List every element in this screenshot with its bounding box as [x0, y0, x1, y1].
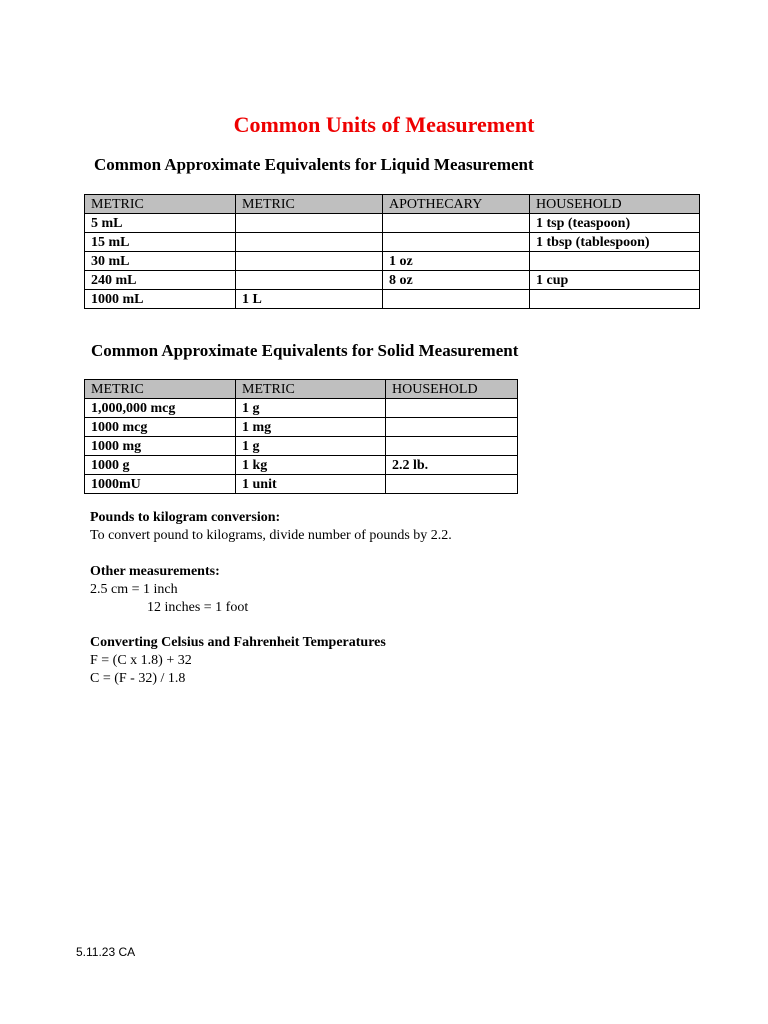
table-cell: 30 mL — [85, 252, 236, 271]
table-cell — [386, 418, 518, 437]
table-cell: 1 tsp (teaspoon) — [530, 214, 700, 233]
table-cell: 1,000,000 mcg — [85, 399, 236, 418]
table-cell: 1000 mg — [85, 437, 236, 456]
table-cell: 1 L — [236, 290, 383, 309]
table-cell — [236, 214, 383, 233]
column-header: APOTHECARY — [383, 195, 530, 214]
table-row — [85, 399, 518, 418]
liquid-heading: Common Approximate Equivalents for Liquid Measurement — [94, 155, 534, 174]
column-header: METRIC — [85, 195, 236, 214]
inch-foot-text: 12 inches = 1 foot — [147, 600, 249, 615]
table-cell: 1 kg — [236, 456, 386, 475]
table-cell: 1 cup — [530, 271, 700, 290]
table-cell — [383, 290, 530, 309]
temperature-section — [90, 634, 386, 688]
table-cell: 1000 mL — [85, 290, 236, 309]
solid-heading: Common Approximate Equivalents for Solid Measurement — [91, 341, 519, 360]
table-cell — [386, 399, 518, 418]
table-cell: 1 tbsp (tablespoon) — [530, 233, 700, 252]
table-cell — [530, 290, 700, 309]
table-cell: 240 mL — [85, 271, 236, 290]
table-cell: 1 g — [236, 399, 386, 418]
cm-inch-text: 2.5 cm = 1 inch — [90, 582, 178, 597]
table-cell: 1 unit — [236, 475, 386, 494]
table-cell — [386, 475, 518, 494]
column-header: HOUSEHOLD — [386, 380, 518, 399]
page-title: Common Units of Measurement — [233, 112, 535, 137]
other-measurements-label: Other measurements: — [90, 564, 220, 579]
table-cell: 15 mL — [85, 233, 236, 252]
solid-table — [84, 379, 518, 494]
column-header: HOUSEHOLD — [530, 195, 700, 214]
table-cell — [236, 252, 383, 271]
temperature-label: Converting Celsius and Fahrenheit Temperatures — [90, 635, 386, 650]
pounds-label: Pounds to kilogram conversion: — [90, 510, 281, 525]
fahrenheit-formula: F = (C x 1.8) + 32 — [90, 653, 192, 668]
table-header-row — [85, 380, 518, 399]
table-row — [85, 214, 700, 233]
table-header-row — [85, 195, 700, 214]
table-cell — [383, 233, 530, 252]
table-row — [85, 233, 700, 252]
table-cell: 2.2 lb. — [386, 456, 518, 475]
liquid-table — [84, 194, 700, 309]
other-measurements-section — [90, 563, 248, 617]
table-row — [85, 437, 518, 456]
table-row — [85, 475, 518, 494]
table-row — [85, 418, 518, 437]
table-cell: 1 mg — [236, 418, 386, 437]
table-row — [85, 456, 518, 475]
table-cell — [236, 233, 383, 252]
table-row — [85, 252, 700, 271]
column-header: METRIC — [236, 195, 383, 214]
table-row — [85, 271, 700, 290]
pounds-section — [90, 509, 452, 545]
table-cell: 1000 mcg — [85, 418, 236, 437]
table-cell: 5 mL — [85, 214, 236, 233]
footer-date: 5.11.23 CA — [76, 945, 136, 959]
column-header: METRIC — [236, 380, 386, 399]
table-cell: 1000mU — [85, 475, 236, 494]
table-row — [85, 290, 700, 309]
table-cell — [386, 437, 518, 456]
table-cell — [236, 271, 383, 290]
pounds-text: To convert pound to kilograms, divide number of pounds by 2.2. — [90, 528, 452, 543]
table-cell: 8 oz — [383, 271, 530, 290]
table-cell: 1000 g — [85, 456, 236, 475]
table-cell — [383, 214, 530, 233]
table-cell: 1 g — [236, 437, 386, 456]
table-cell: 1 oz — [383, 252, 530, 271]
table-cell — [530, 252, 700, 271]
column-header: METRIC — [85, 380, 236, 399]
celsius-formula: C = (F - 32) / 1.8 — [90, 671, 186, 686]
